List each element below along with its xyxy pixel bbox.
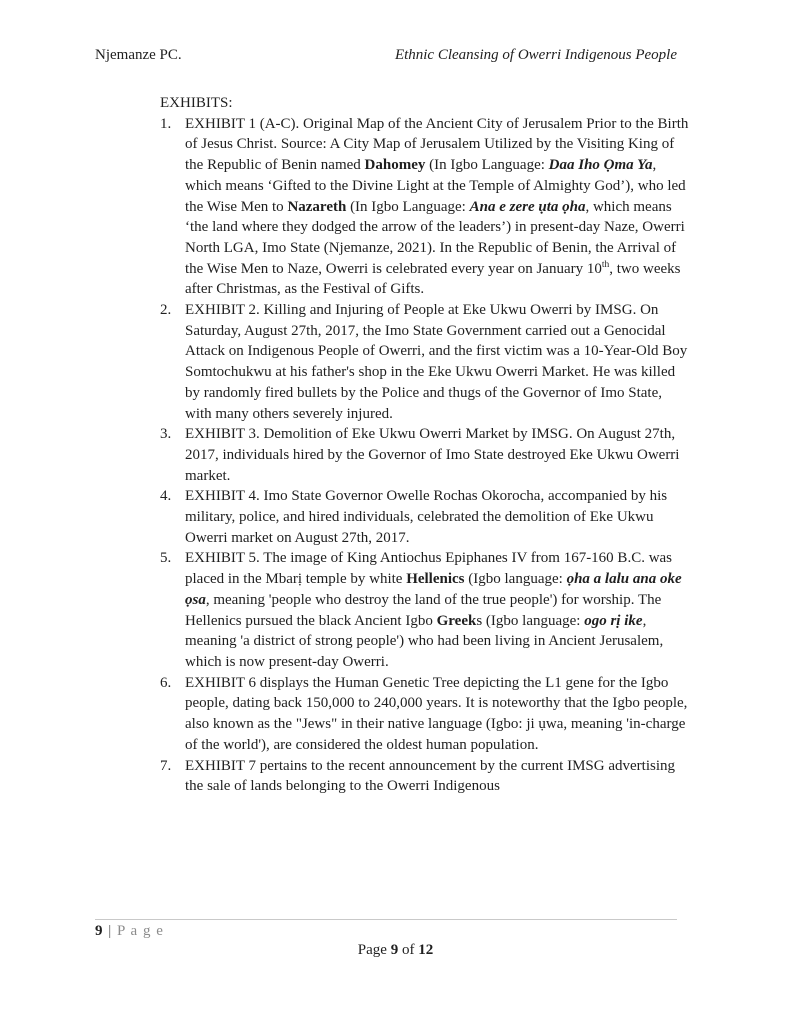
exhibit-text: EXHIBIT 1 (A-C). Original Map of the Ancient City of Jerusalem Prior to the Birth of Jesus Christ. Source: A City Map of Jerusalem Utilized by the Visiting King of the Republic of Benin named Dahomey (In Igbo Language: Daa Iho Ọma Ya, which means ‘Gifted to the Divine Light at the Temple of Almighty God’), who led the Wise Men to Nazareth (In Igbo Language: Ana e zere ụta ọha, which means ‘the land where they dodged the arrow of the leaders’) in present-day Naze, Owerri North LGA, Imo State (Njemanze, 2021). In the Republic of Benin, the Arrival of the Wise Men to Naze, Owerri is celebrated every year on January 10th, two weeks after Christmas, as the Festival of Gifts. <box>185 115 689 298</box>
exhibit-number: 6. <box>160 674 172 691</box>
footer-center-prefix: Page <box>357 942 391 958</box>
exhibit-item-7 <box>160 756 690 797</box>
exhibit-item-6 <box>160 673 690 756</box>
page-header <box>95 46 677 64</box>
exhibit-item-4 <box>160 486 690 548</box>
footer-separator: | <box>108 923 112 939</box>
exhibit-number: 1. <box>160 115 172 132</box>
exhibit-number: 5. <box>160 550 172 567</box>
footer-center-total-pages: 12 <box>418 942 434 958</box>
exhibit-text: EXHIBIT 6 displays the Human Genetic Tree depicting the L1 gene for the Igbo people, dating back 150,000 to 240,000 years. It is noteworthy that the Igbo people, also known as the "Jews" in their native language (Igbo: ji ụwa, meaning 'in-charge of the world'), are considered the oldest human population. <box>185 674 688 753</box>
exhibit-item-5 <box>160 548 690 672</box>
document-body <box>160 93 690 797</box>
header-author: Njemanze PC. <box>95 47 182 63</box>
footer-center-current-page: 9 <box>390 942 399 958</box>
footer-center-middle: of <box>398 942 419 958</box>
exhibit-text: EXHIBIT 7 pertains to the recent announcement by the current IMSG advertising the sale of lands belonging to the Owerri Indigenous <box>185 757 675 795</box>
exhibit-text: EXHIBIT 2. Killing and Injuring of People at Eke Ukwu Owerri by IMSG. On Saturday, August 27th, 2017, the Imo State Government carried out a Genocidal Attack on Indigenous People of Owerri, and the first victim was a 10-Year-Old Boy Somtochukwu at his father's shop in the Eke Ukwu Owerri Market. He was killed by randomly fired bullets by the Police and thugs of the Governor of Imo State, with many others severely injured. <box>185 302 688 422</box>
exhibit-text: EXHIBIT 5. The image of King Antiochus Epiphanes IV from 167-160 B.C. was placed in the Mbarị temple by white Hellenics (Igbo language: ọha a lalu ana oke ọsa, meaning 'people who destroy the land of the true people') for worship. The Hellenics pursued the black Ancient Igbo Greeks (Igbo language: ogo rị ike, meaning 'a district of strong people') who had been living in Ancient Jerusalem, which is now present-day Owerri. <box>185 550 682 670</box>
exhibit-number: 7. <box>160 757 172 774</box>
exhibit-item-2 <box>160 300 690 424</box>
footer-page-indicator <box>0 941 791 959</box>
footer-page-number: 9 <box>95 923 103 939</box>
footer-page-label <box>95 922 164 940</box>
exhibits-heading: EXHIBITS: <box>160 95 233 111</box>
header-document-title: Ethnic Cleansing of Owerri Indigenous People <box>394 47 677 63</box>
footer-divider <box>95 919 677 920</box>
exhibit-item-3 <box>160 424 690 486</box>
exhibit-number: 4. <box>160 488 172 505</box>
exhibit-text: EXHIBIT 3. Demolition of Eke Ukwu Owerri Market by IMSG. On August 27th, 2017, individuals hired by the Governor of Imo State destroyed Eke Ukwu Owerri market. <box>185 426 680 484</box>
exhibit-item-1 <box>160 114 690 300</box>
footer-page-word: P a g e <box>117 923 164 939</box>
exhibit-number: 3. <box>160 426 172 443</box>
exhibit-text: EXHIBIT 4. Imo State Governor Owelle Rochas Okorocha, accompanied by his military, police, and hired individuals, celebrated the demolition of Eke Ukwu Owerri market on August 27th, 2017. <box>185 488 668 546</box>
exhibit-list <box>160 114 690 797</box>
exhibit-number: 2. <box>160 302 172 319</box>
